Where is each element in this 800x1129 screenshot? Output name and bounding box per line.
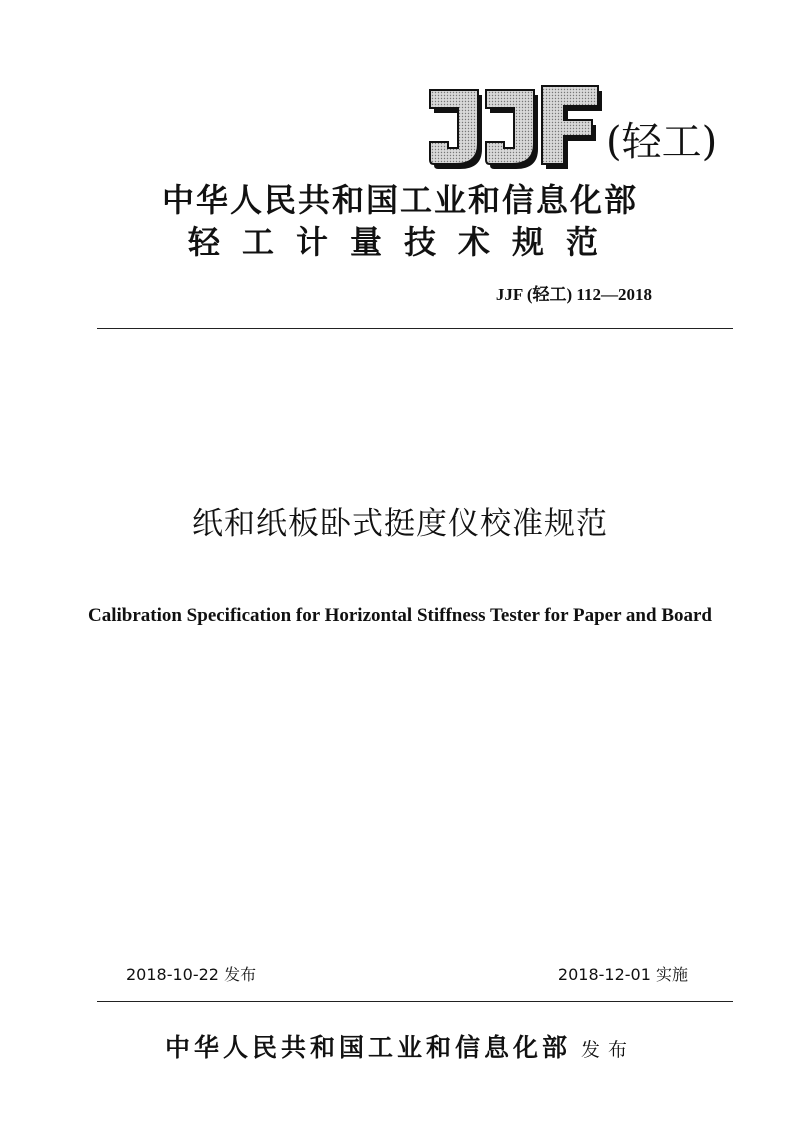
- document-title-chinese: 纸和纸板卧式挺度仪校准规范: [192, 506, 608, 542]
- publisher-line: [0, 1029, 800, 1070]
- implementation-date: 2018-12-01 实施: [557, 965, 688, 984]
- publisher-action: 发布: [581, 1039, 636, 1061]
- document-code: JJF (轻工) 112—2018: [495, 285, 652, 304]
- issue-date: 2018-10-22 发布: [126, 965, 257, 984]
- top-divider: [97, 328, 733, 329]
- jjf-logo-mark: [428, 82, 608, 172]
- publisher-name: 中华人民共和国工业和信息化部: [164, 1033, 571, 1062]
- organization-title: 中华人民共和国工业和信息化部: [161, 181, 638, 219]
- jjf-logo: [428, 82, 738, 172]
- category-title: 轻工计量技术规范: [187, 223, 620, 261]
- bottom-divider: [97, 1001, 733, 1002]
- document-title-english: Calibration Specification for Horizontal Stiffness Tester for Paper and Board: [87, 605, 712, 626]
- logo-suffix: (轻工): [606, 119, 718, 165]
